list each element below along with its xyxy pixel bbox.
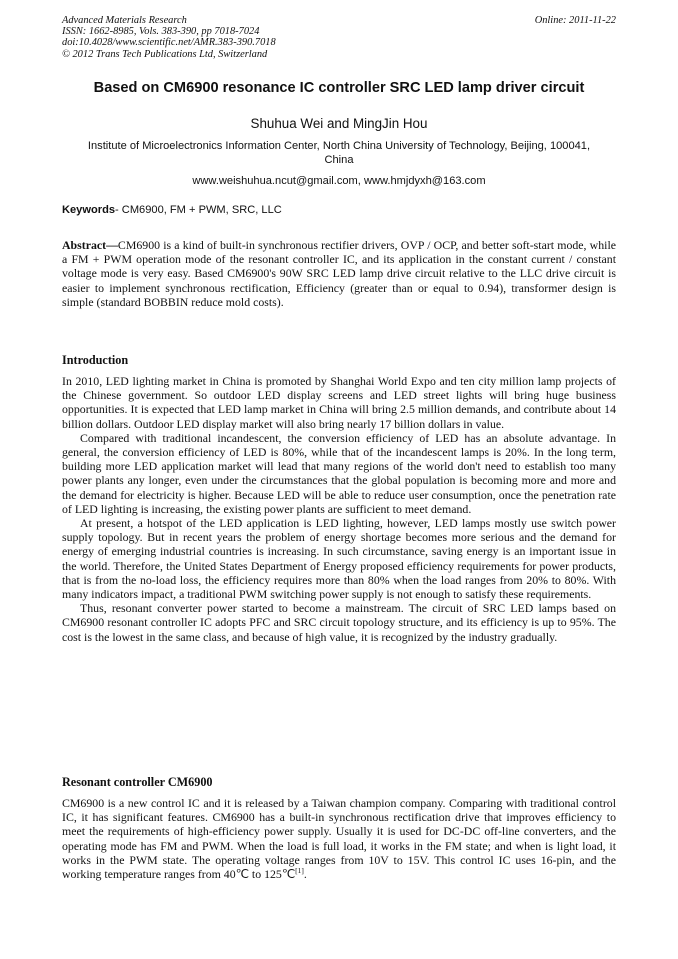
abstract-text: CM6900 is a kind of built-in synchronous rectifier drivers, OVP / OCP, and better soft-start mode, while a FM + PWM operation mode of the resonant controller IC, and its application in the constant current / constant voltage mode is very easy. Based CM6900's 90W SRC LED lamp drive circuit relative to the LLC drive circuit is easier to implement synchronous rectification, Efficiency (greater than or equal to 0.94), transformer design is simple (standard BOBBIN reduce mold costs). [62,238,616,309]
resonant-body [62,796,616,881]
author-emails: www.weishuhua.ncut@gmail.com, www.hmjdyxh@163.com [192,175,486,187]
intro-paragraph-4: Thus, resonant converter power started to become a mainstream. The circuit of SRC LED lamps based on CM6900 resonant controller IC adopts PFC and SRC circuit topology structure, and its efficiency is up to 95%. The cost is the lowest in the same class, and because of high value, it is recognized by the industry gradually. [62,601,616,644]
resonant-heading: Resonant controller CM6900 [62,775,213,789]
journal-name: Advanced Materials Research [62,15,187,26]
keywords-label: Keywords [62,204,116,216]
resonant-paragraph: CM6900 is a new control IC and it is released by a Taiwan champion company. Comparing with traditional control IC, it has significant features. CM6900 has a built-in synchronous rectification drive that improves efficiency to meet the requirements of high-efficiency power supply. Usually it is used for DC-DC off-line converters, and the operating mode has FM and PWM. When the load is full load, it works in the FM state; and when is light load, it works in the PWM state. The operating voltage ranges from 10V to 15V. This control IC uses 16-pin, and the working temperature ranges from 40℃ to 125℃ [62,796,616,882]
intro-paragraph-3: At present, a hotspot of the LED application is LED lighting, however, LED lamps mostly use switch power supply topology. But in recent years the problem of energy shortage becomes more serious and the demand for energy of emerging industrial countries is increasing. In such circumstance, saving energy is an important issue in the world. Therefore, the United States Department of Energy proposed efficiency requirements for power products, that is from the no-load loss, the efficiency requires more than 80% when the load ranges from 20% to 80%. With many indicators impact, a traditional PWM switching power supply is not enough to satisfy these requirements. [62,516,616,602]
abstract [62,238,616,309]
intro-paragraph-1: In 2010, LED lighting market in China is promoted by Shanghai World Expo and ten city million lamp projects of the Chinese government. So outdoor LED display screens and LED street lights will bring huge business opportunities. It is expected that LED lamp market in China will bring 2.5 million demands, and contribute about 14 billion dollars. Outdoor LED display market will also bring nearly 17 billion dollars in value. [62,374,616,431]
online-date: Online: 2011-11-22 [534,15,616,26]
paper-title: Based on CM6900 resonance IC controller SRC LED lamp driver circuit [93,80,585,96]
affiliation: Institute of Microelectronics Information Center, North China University of Technology, Beijing, 100041, China [87,140,591,166]
keywords-text: - CM6900, FM + PWM, SRC, LLC [115,204,282,216]
citation-ref: [1] [295,866,304,876]
issn-line: ISSN: 1662-8985, Vols. 383-390, pp 7018-7024 [62,26,260,38]
copyright-line: © 2012 Trans Tech Publications Ltd, Switzerland [62,48,268,60]
doi-line: doi:10.4028/www.scientific.net/AMR.383-390.7018 [62,37,276,49]
authors: Shuhua Wei and MingJin Hou [250,116,428,131]
resonant-end: . [303,867,307,882]
abstract-label: Abstract— [62,238,118,252]
introduction-heading: Introduction [62,353,129,367]
journal-header [62,15,616,60]
intro-paragraph-2: Compared with traditional incandescent, the conversion efficiency of LED has an absolute advantage. In general, the conversion efficiency of LED is 80%, while that of the incandescent lamps is 20%. In the long term, building more LED application market will lead that many regions of the world don't need to establish too many power plants any longer, even under the circumstances that the global population is becoming more and more and the demand for electricity is higher. Because LED will be able to reduce user consumption, once the penetration rate of LED lighting is increasing, the existing power plants are sufficient to meet demand. [62,430,616,516]
keywords [62,204,616,216]
introduction-body [62,374,616,644]
